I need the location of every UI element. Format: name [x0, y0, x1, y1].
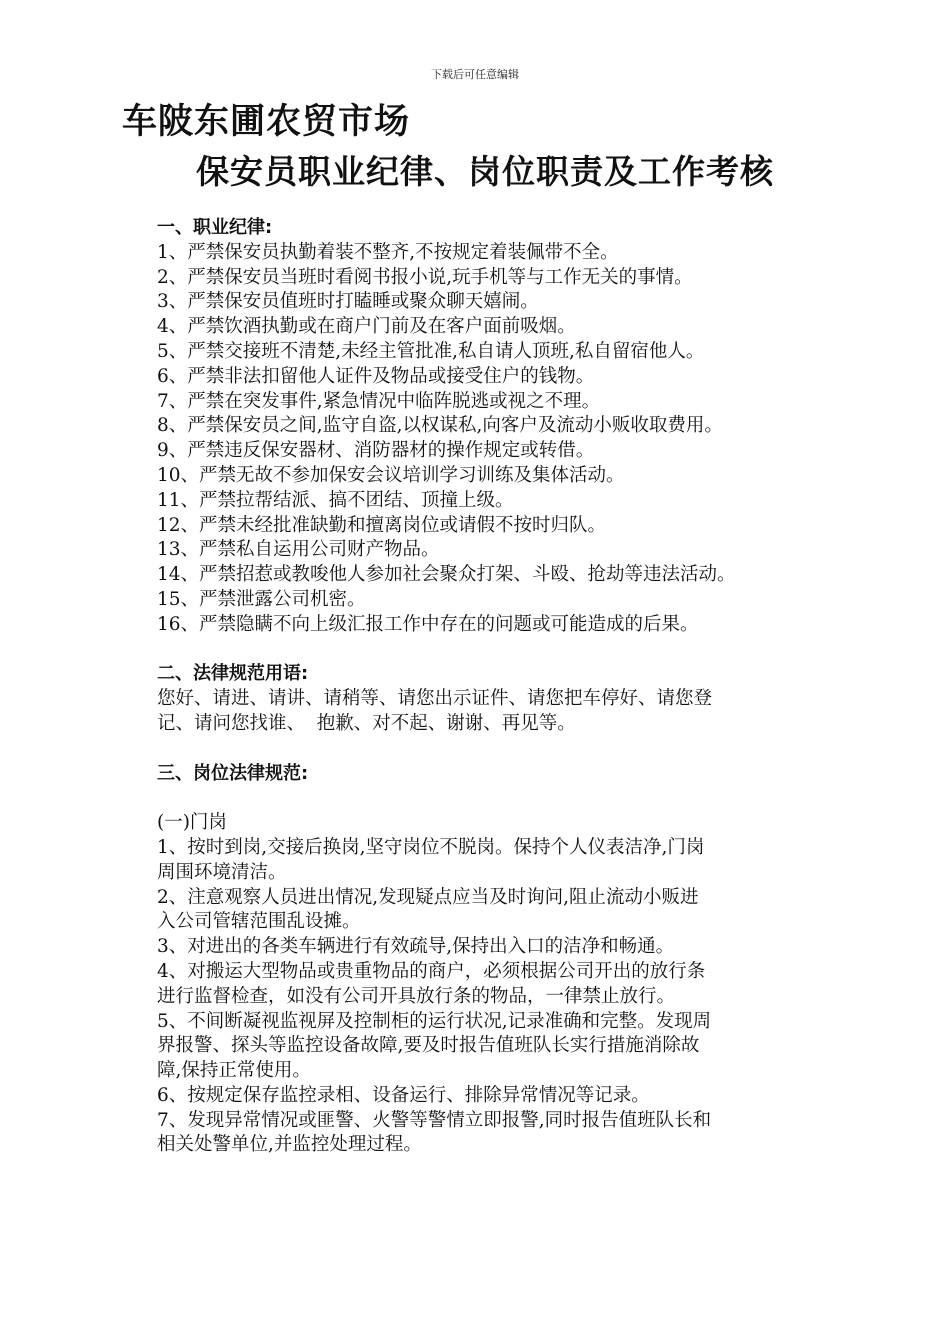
discipline-item: 8、严禁保安员之间,监守自盗,以权谋私,向客户及流动小贩收取费用。: [157, 415, 723, 437]
section-heading-discipline: 一、职业纪律:: [157, 217, 273, 238]
gate-rule-line: 2、注意观察人员进出情况,发现疑点应当及时询问,阻止流动小贩进: [157, 886, 699, 908]
gate-rule-line: 入公司管辖范围乱设摊。: [157, 911, 361, 933]
discipline-item: 14、严禁招惹或教唆他人参加社会聚众打架、斗殴、抢劫等违法活动。: [157, 564, 736, 586]
discipline-item: 11、严禁拉帮结派、搞不团结、顶撞上级。: [157, 489, 514, 511]
gate-rule-line: 障,保持正常使用。: [157, 1060, 311, 1082]
document-title: 车陂东圃农贸市场: [122, 102, 411, 142]
subsection-heading-gate-post: (一)门岗: [157, 812, 227, 834]
discipline-item: 9、严禁违反保安器材、消防器材的操作规定或转借。: [157, 440, 595, 462]
gate-rule-line: 6、按规定保存监控录相、设备运行、排除异常情况等记录。: [157, 1084, 650, 1106]
spacer: [157, 737, 847, 762]
gate-rule-line: 1、按时到岗,交接后换岗,坚守岗位不脱岗。保持个人仪表洁净,门岗: [157, 836, 705, 858]
gate-rule-line: 5、不间断凝视监视屏及控制柜的运行状况,记录准确和完整。发现周: [157, 1010, 712, 1032]
header-note: 下载后可任意编辑: [431, 68, 519, 81]
gate-rule-line: 4、对搬运大型物品或贵重物品的商户，必须根据公司开出的放行条: [157, 960, 706, 982]
section-heading-language: 二、法律规范用语:: [157, 663, 309, 685]
discipline-item: 12、严禁未经批准缺勤和擅离岗位或请假不按时归队。: [157, 514, 607, 536]
discipline-item: 3、严禁保安员值班时打瞌睡或聚众聊天嬉闹。: [157, 291, 539, 313]
section-heading-post-rules: 三、岗位法律规范:: [157, 762, 309, 784]
gate-rule-line: 进行监督检查，如没有公司开具放行条的物品，一律禁止放行。: [157, 985, 676, 1007]
spacer: [157, 786, 847, 811]
discipline-item: 10、严禁无故不参加保安会议培训学习训练及集体活动。: [157, 464, 625, 486]
discipline-item: 7、严禁在突发事件,紧急情况中临阵脱逃或视之不理。: [157, 390, 601, 412]
gate-rule-line: 界报警、探头等监控设备故障,要及时报告值班队长实行措施消除故: [157, 1035, 700, 1057]
document-body: [157, 216, 847, 1158]
discipline-item: 16、严禁隐瞒不向上级汇报工作中存在的问题或可能造成的后果。: [157, 613, 699, 635]
gate-rule-line: 相关处警单位,并监控处理过程。: [157, 1134, 422, 1156]
discipline-item: 15、严禁泄露公司机密。: [157, 588, 366, 610]
spacer: [157, 638, 847, 663]
gate-rule-line: 7、发现异常情况或匪警、火警等警情立即报警,同时报告值班队长和: [157, 1109, 712, 1131]
gate-rule-line: 3、对进出的各类车辆进行有效疏导,保持出入口的洁净和畅通。: [157, 936, 675, 958]
discipline-item: 5、严禁交接班不清楚,未经主管批准,私自请人顶班,私自留宿他人。: [157, 340, 705, 362]
gate-rule-line: 周围环境清洁。: [157, 861, 287, 883]
discipline-item: 4、严禁饮酒执勤或在商户门前及在客户面前吸烟。: [157, 316, 576, 338]
language-line: 记、请问您找谁、 抱歉、对不起、谢谢、再见等。: [157, 712, 576, 734]
discipline-item: 1、严禁保安员执勤着装不整齐,不按规定着装佩带不全。: [157, 241, 619, 263]
language-line: 您好、请进、请讲、请稍等、请您出示证件、请您把车停好、请您登: [157, 688, 713, 710]
discipline-item: 2、严禁保安员当班时看阅书报小说,玩手机等与工作无关的事情。: [157, 266, 693, 288]
discipline-item: 6、严禁非法扣留他人证件及物品或接受住户的钱物。: [157, 365, 595, 387]
discipline-item: 13、严禁私自运用公司财产物品。: [157, 539, 440, 561]
document-subtitle: 保安员职业纪律、岗位职责及工作考核: [196, 152, 774, 191]
